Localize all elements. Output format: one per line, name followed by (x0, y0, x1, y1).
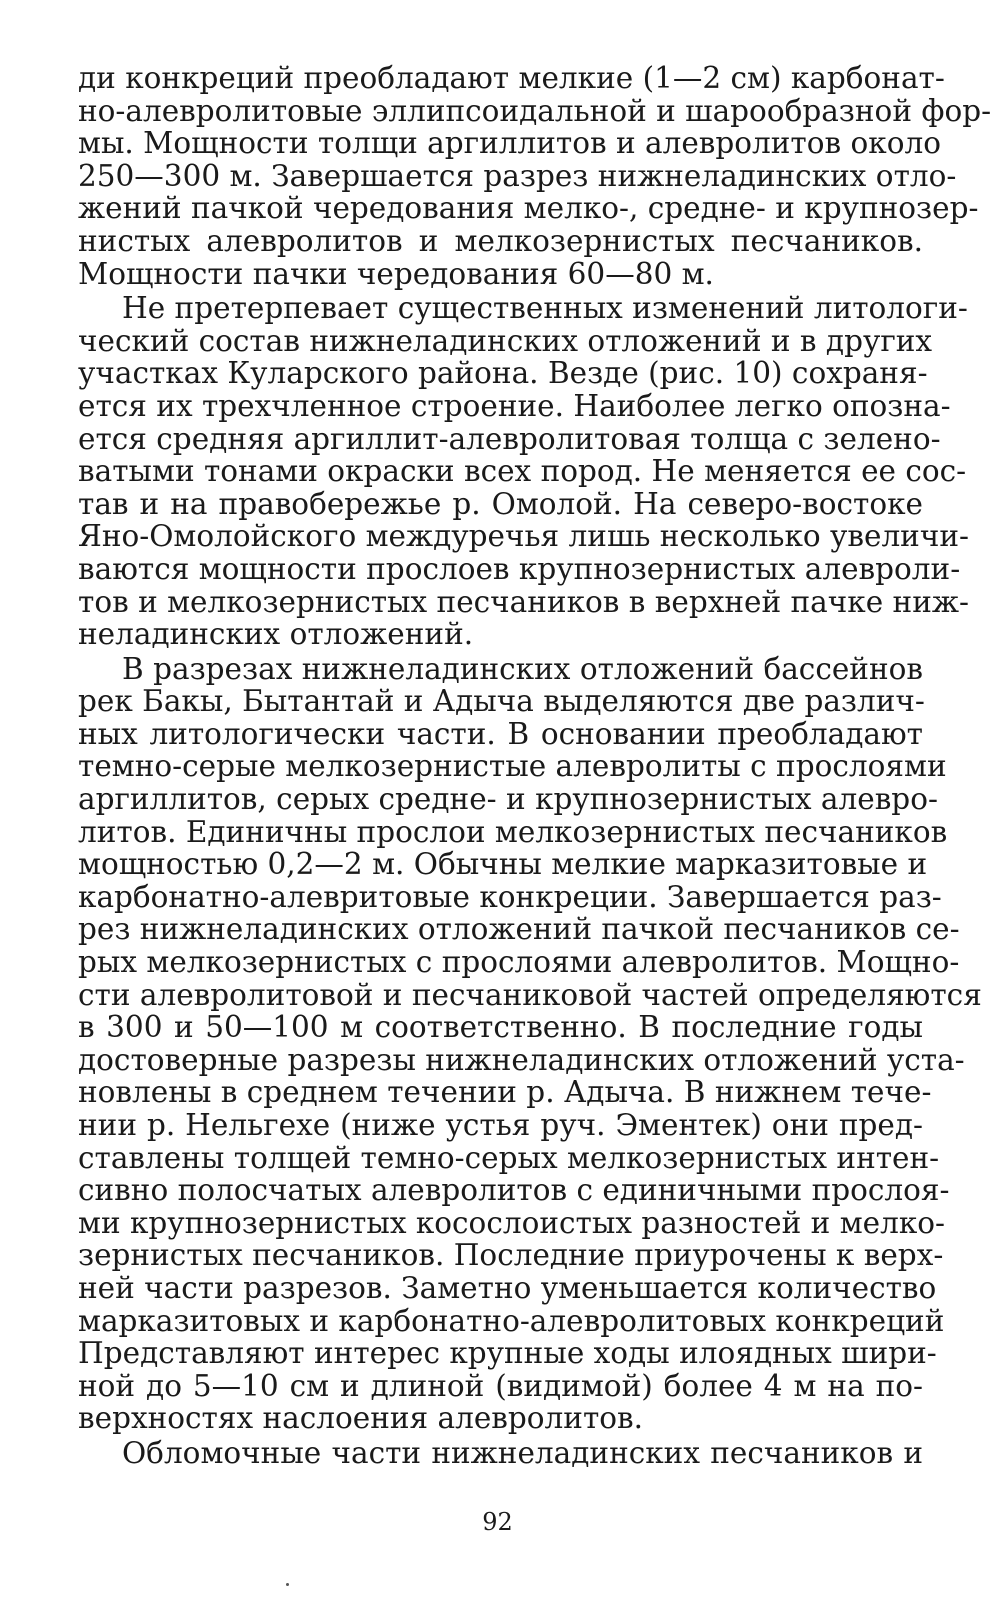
text-line: литов. Единичны прослои мелкозернистых песчаников (78, 814, 948, 849)
text-line: темно-серые мелкозернистые алевролиты с прослоями (78, 749, 947, 784)
text-line: ется средняя аргиллит-алевролитовая толща с зелено- (78, 421, 941, 456)
text-line: Не претерпевает существенных изменений литологи- (122, 291, 968, 326)
text-line: ной до 5—10 см и длиной (видимой) более 4 м на по- (78, 1368, 923, 1403)
text-line: ватыми тонами окраски всех пород. Не меняется ее сос- (78, 454, 967, 489)
text-line: ется их трехчленное строение. Наиболее легко опозна- (78, 388, 951, 423)
text-line: 250—300 м. Завершается разрез нижнеладинских отло- (78, 158, 957, 193)
paragraph (78, 61, 992, 291)
text-line: Мощности пачки чередования 60—80 м. (78, 256, 714, 291)
text-line: карбонатно-алевритовые конкреции. Завершается раз- (78, 879, 942, 914)
text-line: мы. Мощности толщи аргиллитов и алевролитов около (78, 126, 941, 161)
text-line: Представляют интерес крупные ходы илоядных шири- (78, 1336, 937, 1371)
text-line: нистых алевролитов и мелкозернистых песчаников. (78, 223, 923, 258)
paragraph (78, 651, 982, 1436)
text-line: ческий состав нижнеладинских отложений и в других (78, 323, 933, 358)
text-line: тов и мелкозернистых песчаников в верхней пачке ниж- (78, 584, 969, 619)
text-line: ных литологически части. В основании преобладают (78, 716, 923, 751)
text-line: рых мелкозернистых с прослоями алевролитов. Мощно- (78, 945, 960, 980)
text-line: Обломочные части нижнеладинских песчаников и (122, 1435, 923, 1470)
text-line: В разрезах нижнеладинских отложений бассейнов (122, 651, 923, 686)
text-line: сти алевролитовой и песчаниковой частей определяются (78, 977, 982, 1012)
stray-ink-mark (286, 1583, 289, 1586)
text-line: Яно-Омолойского междуречья лишь несколько увеличи- (78, 519, 969, 554)
text-line: сивно полосчатых алевролитов с единичными прослоя- (78, 1173, 950, 1208)
text-line: тав и на правобережье р. Омолой. На северо-востоке (78, 486, 923, 521)
text-line: мощностью 0,2—2 м. Обычны мелкие марказитовые и (78, 847, 928, 882)
text-line: ми крупнозернистых косослоистых разностей и мелко- (78, 1205, 946, 1240)
text-line: аргиллитов, серых средне- и крупнозернистых алевро- (78, 782, 938, 817)
text-line: зернистых песчаников. Последние приурочены к верх- (78, 1238, 944, 1273)
text-line: рез нижнеладинских отложений пачкой песчаников се- (78, 912, 960, 947)
paragraph (78, 1437, 923, 1470)
page-body (78, 61, 992, 1470)
paragraph (78, 291, 969, 652)
text-line: в 300 и 50—100 м соответственно. В последние годы (78, 1010, 923, 1045)
text-line: ди конкреций преобладают мелкие (1—2 см) карбонат- (78, 61, 945, 95)
text-line: марказитовых и карбонатно-алевролитовых конкреций (78, 1303, 945, 1338)
page-number: 92 (482, 1508, 513, 1536)
text-line: ваются мощности прослоев крупнозернистых алевроли- (78, 551, 961, 586)
text-line: неладинских отложений. (78, 617, 474, 652)
text-line: жений пачкой чередования мелко-, средне- и крупнозер- (78, 191, 979, 226)
text-line: ней части разрезов. Заметно уменьшается количество (78, 1270, 937, 1305)
text-line: но-алевролитовые эллипсоидальной и шарообразной фор- (78, 93, 992, 128)
text-line: достоверные разрезы нижнеладинских отложений уста- (78, 1042, 965, 1077)
text-line: участках Куларского района. Везде (рис. 10) сохраня- (78, 356, 928, 391)
text-line: новлены в среднем течении р. Адыча. В нижнем тече- (78, 1075, 932, 1110)
text-line: верхностях наслоения алевролитов. (78, 1401, 644, 1436)
text-line: рек Бакы, Бытантай и Адыча выделяются две различ- (78, 684, 925, 719)
text-line: ставлены толщей темно-серых мелкозернистых интен- (78, 1140, 940, 1175)
text-line: нии р. Нельгехе (ниже устья руч. Эментек) они пред- (78, 1108, 923, 1142)
